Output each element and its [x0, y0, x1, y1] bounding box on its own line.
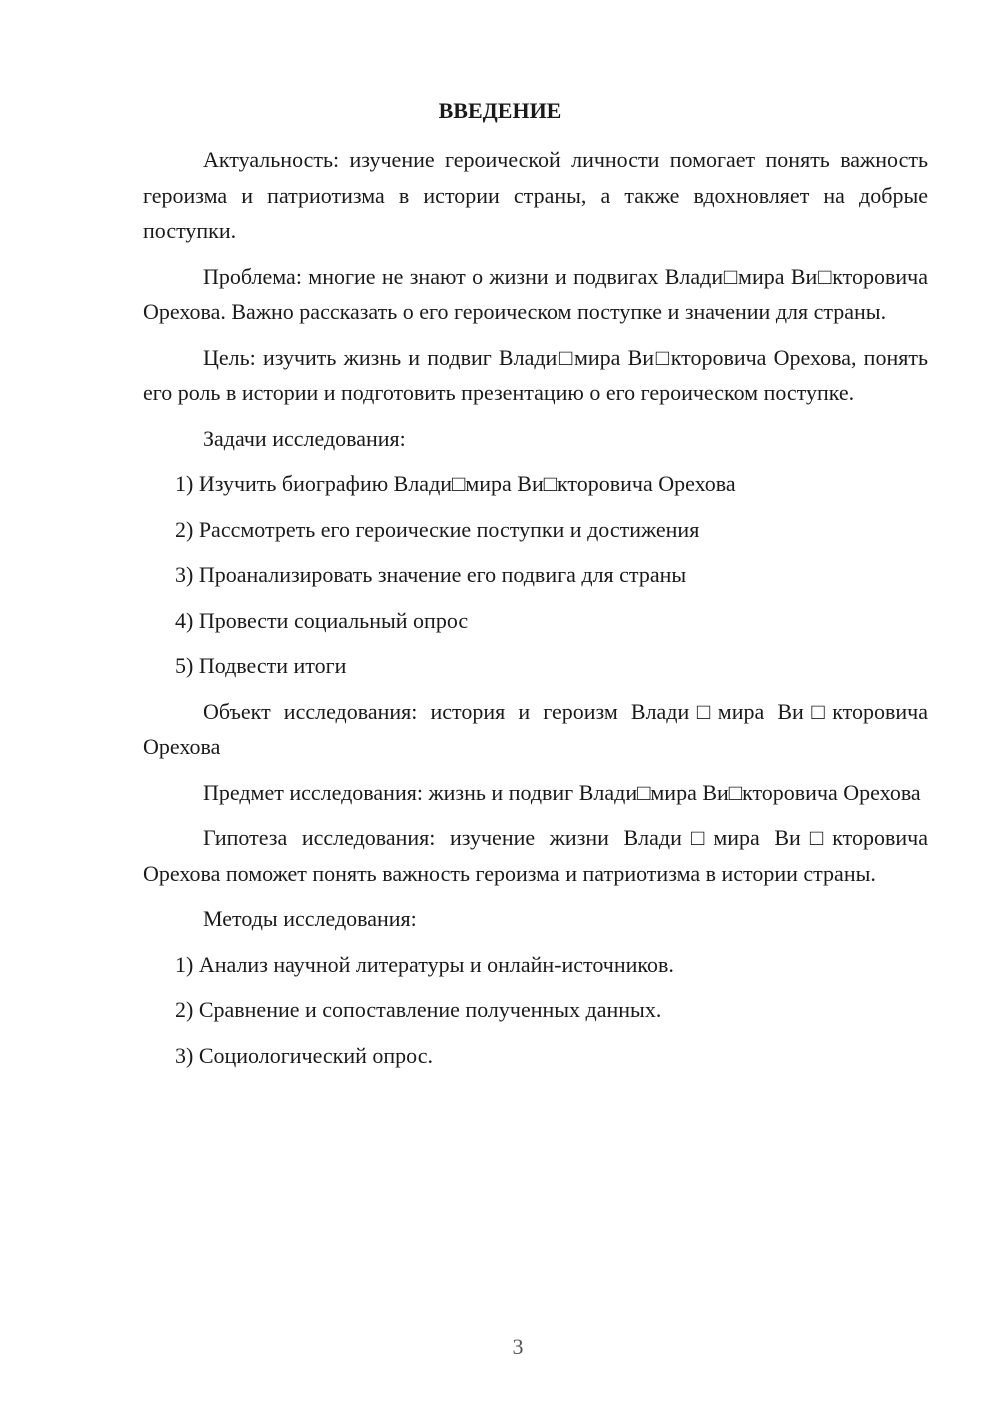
list-item-method-2: 2) Сравнение и сопоставление полученных данных.: [175, 997, 662, 1022]
paragraph-relevance: Актуальность: изучение героической личности помогает понять важность героизма и патриотизма в истории страны, а также вдохновляет на добрые поступки.: [143, 147, 928, 243]
list-item-method-1: 1) Анализ научной литературы и онлайн-источников.: [175, 951, 674, 977]
paragraph-tasks-heading: Задачи исследования:: [203, 425, 406, 451]
paragraph-methods-heading: Методы исследования:: [203, 906, 417, 931]
paragraph-subject: Предмет исследования: жизнь и подвиг Влади□мира Ви□кторовича Орехова: [203, 779, 921, 805]
section-heading: ВВЕДЕНИЕ: [438, 98, 562, 123]
list-item-task-2: 2) Рассмотреть его героические поступки и достижения: [175, 516, 700, 542]
list-item-method-3: 3) Социологический опрос.: [175, 1042, 433, 1068]
paragraph-goal: Цель: изучить жизнь и подвиг Влади□мира Ви□кторовича Орехова, понять его роль в истории и подготовить презентацию о его героическом поступке.: [143, 344, 928, 405]
page-number: 3: [512, 1334, 524, 1359]
list-item-task-3: 3) Проанализировать значение его подвига для страны: [175, 562, 687, 587]
list-item-task-1: 1) Изучить биографию Влади□мира Ви□кторовича Орехова: [175, 471, 736, 496]
list-item-task-4: 4) Провести социальный опрос: [175, 607, 469, 633]
paragraph-object: Объект исследования: история и героизм Влади□мира Ви□кторовича Орехова: [143, 698, 928, 759]
list-item-task-5: 5) Подвести итоги: [175, 653, 347, 678]
paragraph-hypothesis: Гипотеза исследования: изучение жизни Влади□мира Ви□кторовича Орехова поможет понять важность героизма и патриотизма в истории страны.: [143, 825, 928, 886]
paragraph-problem: Проблема: многие не знают о жизни и подвигах Влади□мира Ви□кторовича Орехова. Важно рассказать о его героическом поступке и значении для страны.: [143, 263, 928, 324]
document-body: [143, 142, 928, 1083]
